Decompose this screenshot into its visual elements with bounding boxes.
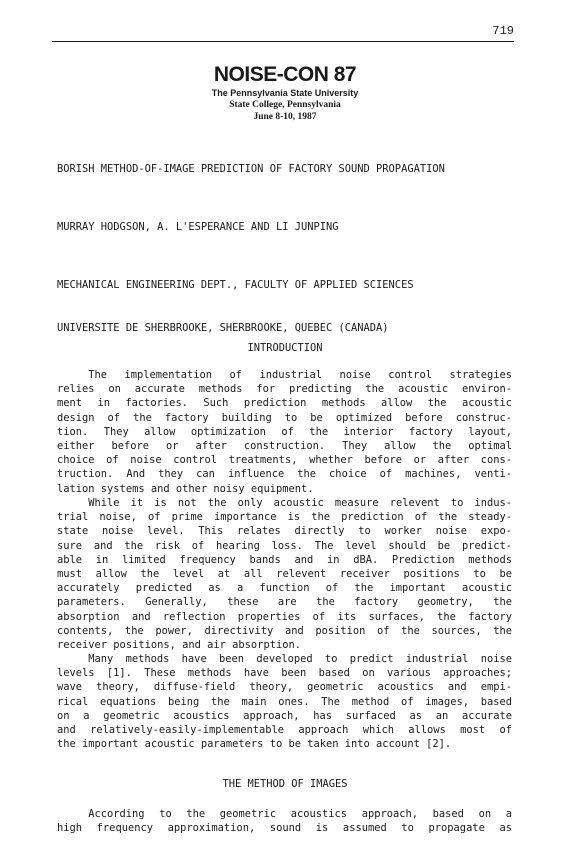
- text-line: The implementation of industrial noise control strategies: [88, 369, 512, 381]
- text-line: absorption and reflection properties of its surfaces, the factory: [57, 610, 512, 623]
- affiliation-line-1: MECHANICAL ENGINEERING DEPT., FACULTY OF APPLIED SCIENCES: [57, 279, 414, 292]
- text-line: tion. They allow optimization of the interior factory layout,: [57, 425, 512, 438]
- text-line: state noise level. This relates directly to worker noise expo-: [57, 525, 512, 538]
- intro-paragraph-3: [57, 652, 512, 751]
- header-rule: [52, 41, 514, 42]
- section-heading-introduction: INTRODUCTION: [247, 342, 323, 354]
- text-line: on a geometric acoustics approach, has surfaced as an accurate: [57, 709, 512, 722]
- text-line: Many methods have been developed to predict industrial noise: [88, 653, 512, 665]
- text-line: wave theory, diffuse-field theory, geometric acoustics and empi-: [57, 681, 512, 694]
- text-line: While it is not the only acoustic measure relevent to indus-: [88, 497, 512, 509]
- text-line: lation systems and other noisy equipment.: [57, 482, 314, 495]
- paper-title: BORISH METHOD-OF-IMAGE PREDICTION OF FACTORY SOUND PROPAGATION: [57, 163, 445, 175]
- text-line: receiver positions, and air absorption.: [57, 638, 301, 651]
- page-number: 719: [492, 24, 514, 38]
- text-line: design of the factory building to be optimized before construc-: [57, 411, 512, 424]
- intro-paragraph-1: [57, 368, 512, 496]
- text-line: levels [1]. These methods have been based on various approaches;: [57, 667, 512, 680]
- text-line: contents, the power, directivity and position of the sources, the: [57, 624, 512, 637]
- text-line: choice of noise control treatments, whether before or after cons-: [57, 454, 512, 467]
- text-line: and relatively-easily-implementable approach which allows most of: [57, 723, 512, 736]
- text-line: sure and the risk of hearing loss. The level should be predict-: [57, 539, 512, 552]
- method-paragraph-1: [57, 807, 512, 835]
- conference-header: [0, 64, 570, 123]
- conference-title: NOISE-CON 87: [213, 63, 357, 86]
- conference-date: June 8-10, 1987: [253, 112, 317, 122]
- text-line: either before or after construction. They allow the optimal: [57, 439, 512, 452]
- text-line: According to the geometric acoustics approach, based on a: [88, 808, 512, 820]
- text-line: rical equations being the main ones. The method of images, based: [57, 695, 512, 708]
- text-line: trial noise, of prime importance is the prediction of the steady-: [57, 511, 512, 524]
- text-line: truction. And they can influence the choice of machines, venti-: [57, 468, 512, 481]
- text-line: high frequency approximation, sound is assumed to propagate as: [57, 822, 512, 835]
- conference-university: The Pennsylvania State University: [211, 88, 359, 98]
- section-heading-method-of-images: THE METHOD OF IMAGES: [222, 778, 348, 790]
- text-line: relies on accurate methods for predicting the acoustic environ-: [57, 383, 512, 396]
- paper-affiliation: [57, 250, 514, 349]
- paper-authors: MURRAY HODGSON, A. L'ESPERANCE AND LI JUNPING: [57, 221, 339, 233]
- text-line: the important acoustic parameters to be taken into account [2].: [57, 738, 452, 751]
- text-line: ment in factories. Such prediction methods allow the acoustic: [57, 397, 512, 410]
- intro-paragraph-2: [57, 496, 512, 652]
- text-line: able in limited frequency bands and in dBA. Prediction methods: [57, 553, 512, 566]
- conference-place: State College, Pennsylvania: [229, 100, 341, 110]
- text-line: accurately predicted as a function of the important acoustic: [57, 582, 512, 595]
- affiliation-line-2: UNIVERSITE DE SHERBROOKE, SHERBROOKE, QUEBEC (CANADA): [57, 322, 389, 335]
- text-line: must allow the level at all relevent receiver positions to be: [57, 567, 512, 580]
- text-line: parameters. Generally, these are the factory geometry, the: [57, 596, 512, 609]
